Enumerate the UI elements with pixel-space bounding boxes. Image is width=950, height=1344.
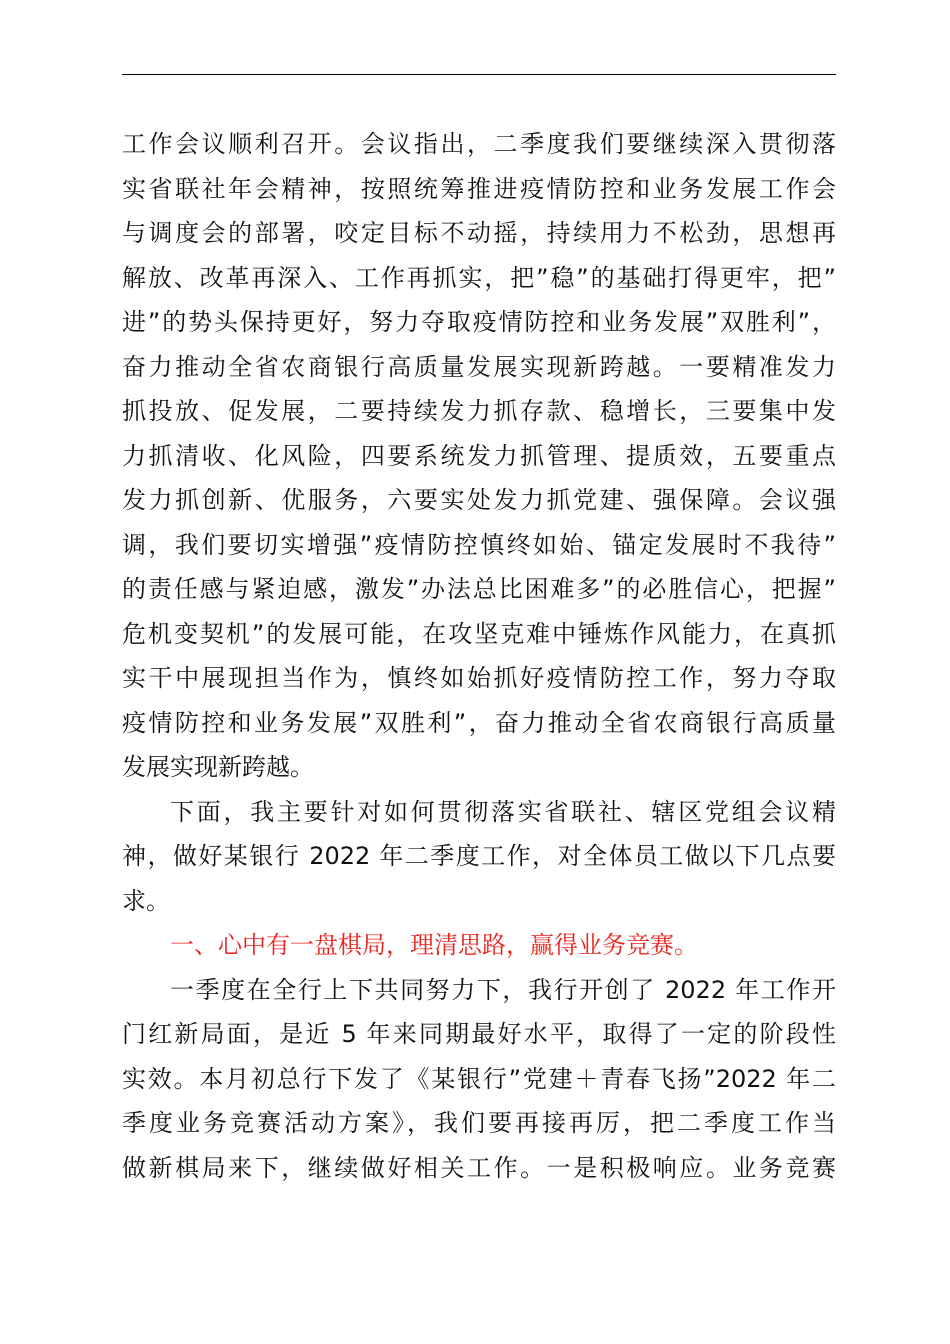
text-line: 力抓清收、化风险，四要系统发力抓管理、提质效，五要重点	[122, 441, 836, 470]
text-line: 季度业务竞赛活动方案》，我们要再接再厉，把二季度工作当	[122, 1109, 836, 1137]
text-line: 做新棋局来下，继续做好相关工作。一是积极响应。业务竞赛	[122, 1153, 836, 1182]
text-line: 的责任感与紧迫感，激发”办法总比困难多”的必胜信心，把握”	[122, 575, 836, 603]
text-line: 门红新局面，是近 5 年来同期最好水平，取得了一定的阶段性	[122, 1020, 836, 1048]
text-line: 发展实现新跨越。	[122, 753, 314, 781]
text-line: 工作会议顺利召开。会议指出，二季度我们要继续深入贯彻落	[122, 130, 836, 158]
body-text	[122, 122, 836, 1190]
text-line: 危机变契机”的发展可能，在攻坚克难中锤炼作风能力，在真抓	[122, 619, 836, 648]
header-rule	[122, 74, 836, 75]
text-line: 求。	[122, 886, 170, 915]
text-line: 与调度会的部署，咬定目标不动摇，持续用力不松劲，思想再	[122, 219, 836, 247]
text-line: 发力抓创新、优服务，六要实处发力抓党建、强保障。会议强	[122, 486, 836, 514]
text-line: 一季度在全行上下共同努力下，我行开创了 2022 年工作开	[170, 975, 836, 1004]
text-line: 疫情防控和业务发展”双胜利”，奋力推动全省农商银行高质量	[122, 708, 836, 737]
text-line: 解放、改革再深入、工作再抓实，把”稳”的基础打得更牢，把”	[122, 263, 836, 292]
text-line: 实效。本月初总行下发了《某银行”党建＋青春飞扬”2022 年二	[122, 1064, 836, 1093]
text-line: 神，做好某银行 2022 年二季度工作，对全体员工做以下几点要	[122, 842, 836, 870]
section-heading: 一、心中有一盘棋局，理清思路，赢得业务竞赛。	[170, 931, 698, 959]
text-line: 抓投放、促发展，二要持续发力抓存款、稳增长，三要集中发	[122, 397, 836, 425]
text-line: 实省联社年会精神，按照统筹推进疫情防控和业务发展工作会	[122, 174, 836, 203]
text-line: 进”的势头保持更好，努力夺取疫情防控和业务发展”双胜利”，	[122, 308, 836, 336]
text-line: 下面，我主要针对如何贯彻落实省联社、辖区党组会议精	[170, 797, 836, 826]
text-line: 调，我们要切实增强”疫情防控慎终如始、锚定发展时不我待”	[122, 530, 836, 559]
text-line: 奋力推动全省农商银行高质量发展实现新跨越。一要精准发力	[122, 352, 836, 381]
text-line: 实干中展现担当作为，慎终如始抓好疫情防控工作，努力夺取	[122, 664, 836, 692]
